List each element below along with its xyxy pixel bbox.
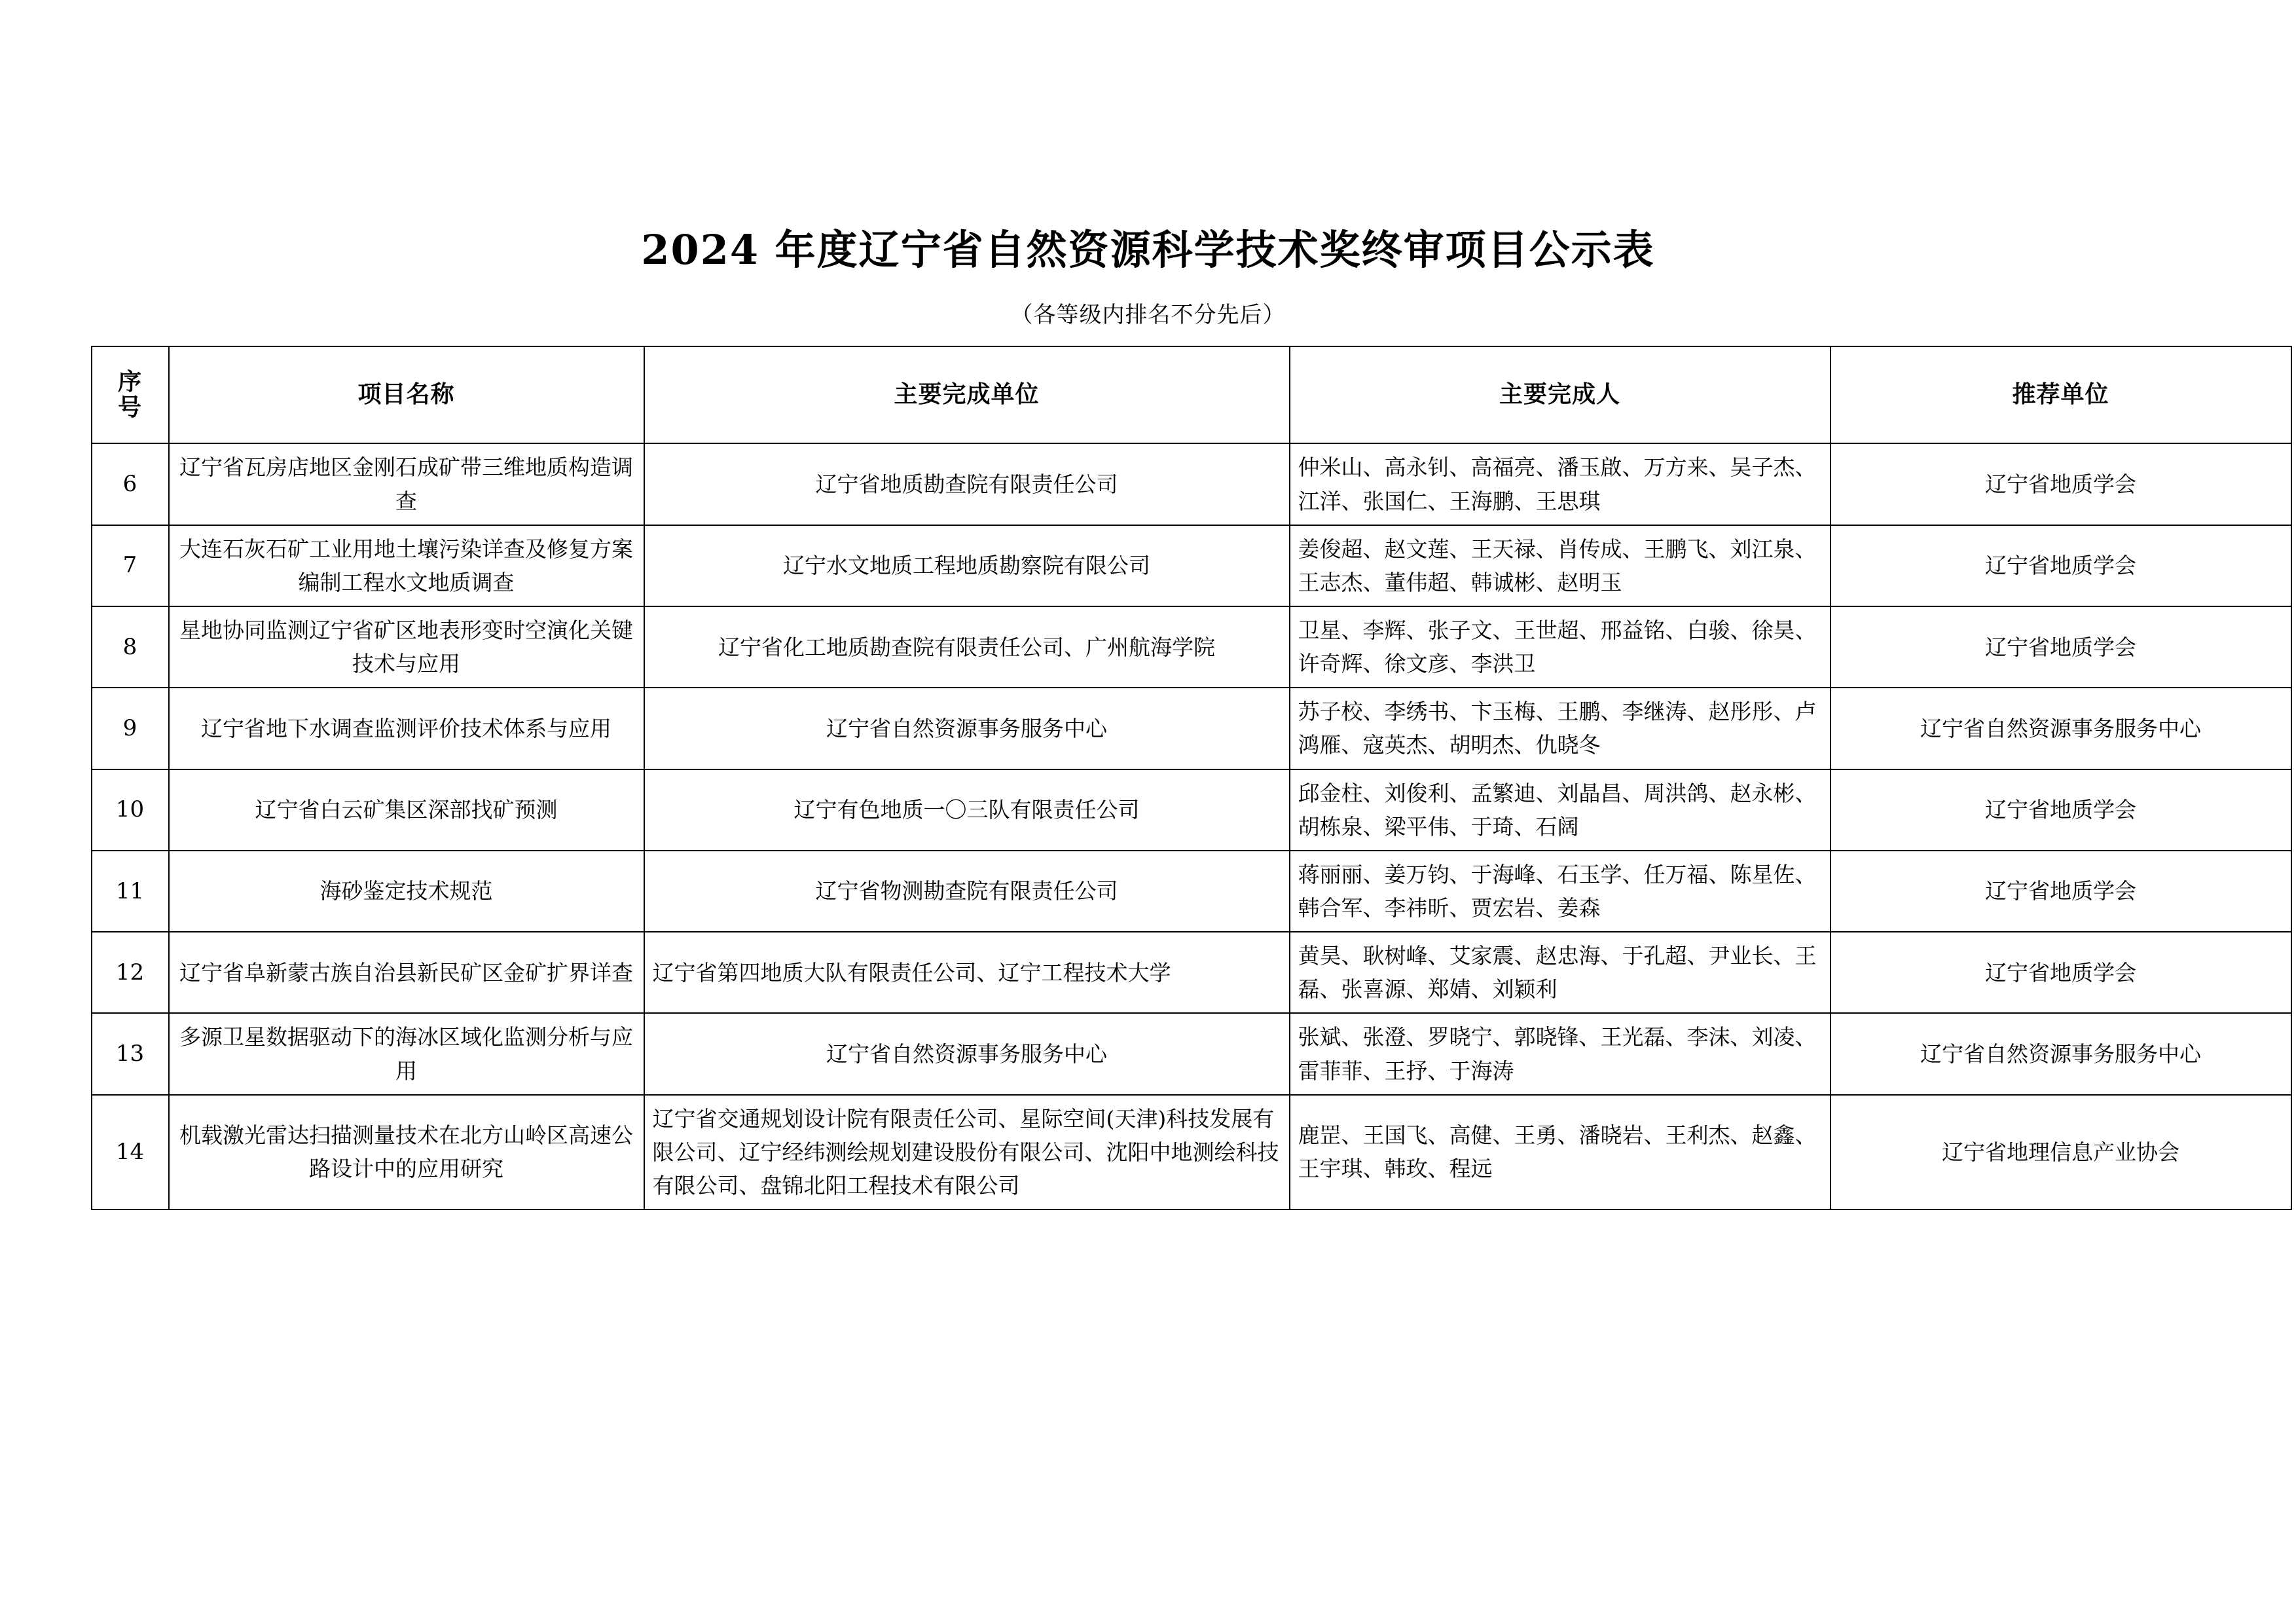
project-table-container [91, 346, 2206, 1210]
table-row [92, 688, 2291, 769]
cell-recommend-unit: 辽宁省地质学会 [1831, 851, 2291, 932]
page-subtitle: （各等级内排名不分先后） [1010, 302, 1286, 329]
cell-project-name: 海砂鉴定技术规范 [169, 851, 644, 932]
cell-sequence: 13 [92, 1013, 169, 1094]
cell-recommend-unit: 辽宁省地理信息产业协会 [1831, 1095, 2291, 1209]
cell-main-units: 辽宁省地质勘查院有限责任公司 [644, 443, 1290, 525]
project-table [91, 346, 2292, 1210]
cell-main-units: 辽宁省物测勘查院有限责任公司 [644, 851, 1290, 932]
cell-main-people: 张斌、张澄、罗晓宁、郭晓锋、王光磊、李沫、刘凌、雷菲菲、王抒、于海涛 [1290, 1013, 1831, 1094]
cell-project-name: 辽宁省阜新蒙古族自治县新民矿区金矿扩界详查 [169, 932, 644, 1013]
cell-recommend-unit: 辽宁省地质学会 [1831, 443, 2291, 525]
cell-main-units: 辽宁有色地质一〇三队有限责任公司 [644, 769, 1290, 851]
cell-main-units: 辽宁省第四地质大队有限责任公司、辽宁工程技术大学 [644, 932, 1290, 1013]
table-header-row [92, 346, 2291, 443]
cell-project-name: 机载激光雷达扫描测量技术在北方山岭区高速公路设计中的应用研究 [169, 1095, 644, 1209]
column-header-sequence-line1: 序 [117, 367, 142, 396]
column-header-main-people: 主要完成人 [1290, 346, 1831, 443]
cell-main-people: 邱金柱、刘俊利、孟繁迪、刘晶昌、周洪鸽、赵永彬、胡栋泉、梁平伟、于琦、石阔 [1290, 769, 1831, 851]
cell-recommend-unit: 辽宁省地质学会 [1831, 769, 2291, 851]
cell-recommend-unit: 辽宁省自然资源事务服务中心 [1831, 1013, 2291, 1094]
cell-main-units: 辽宁水文地质工程地质勘察院有限公司 [644, 525, 1290, 606]
table-row [92, 606, 2291, 688]
cell-sequence: 12 [92, 932, 169, 1013]
table-row [92, 769, 2291, 851]
cell-main-people: 黄昊、耿树峰、艾家震、赵忠海、于孔超、尹业长、王磊、张喜源、郑婧、刘颖利 [1290, 932, 1831, 1013]
column-header-sequence [92, 346, 169, 443]
cell-main-units: 辽宁省自然资源事务服务中心 [644, 688, 1290, 769]
cell-main-people: 仲米山、高永钊、高福亮、潘玉啟、万方来、吴子杰、江洋、张国仁、王海鹏、王思琪 [1290, 443, 1831, 525]
cell-main-people: 苏子校、李绣书、卞玉梅、王鹏、李继涛、赵彤彤、卢鸿雁、寇英杰、胡明杰、仇晓冬 [1290, 688, 1831, 769]
column-header-sequence-line2: 号 [117, 394, 142, 422]
table-row [92, 1095, 2291, 1209]
table-row [92, 851, 2291, 932]
cell-main-people: 鹿罡、王国飞、高健、王勇、潘晓岩、王利杰、赵鑫、王宇琪、韩玫、程远 [1290, 1095, 1831, 1209]
cell-project-name: 辽宁省地下水调查监测评价技术体系与应用 [169, 688, 644, 769]
cell-sequence: 7 [92, 525, 169, 606]
cell-project-name: 辽宁省白云矿集区深部找矿预测 [169, 769, 644, 851]
cell-main-people: 姜俊超、赵文莲、王天禄、肖传成、王鹏飞、刘江泉、王志杰、董伟超、韩诚彬、赵明玉 [1290, 525, 1831, 606]
cell-main-people: 卫星、李辉、张子文、王世超、邢益铭、白骏、徐昊、许奇辉、徐文彦、李洪卫 [1290, 606, 1831, 688]
cell-sequence: 6 [92, 443, 169, 525]
cell-main-units: 辽宁省自然资源事务服务中心 [644, 1013, 1290, 1094]
cell-project-name: 辽宁省瓦房店地区金刚石成矿带三维地质构造调查 [169, 443, 644, 525]
table-row [92, 443, 2291, 525]
cell-sequence: 9 [92, 688, 169, 769]
column-header-main-units: 主要完成单位 [644, 346, 1290, 443]
cell-sequence: 8 [92, 606, 169, 688]
table-row [92, 525, 2291, 606]
cell-sequence: 14 [92, 1095, 169, 1209]
cell-recommend-unit: 辽宁省自然资源事务服务中心 [1831, 688, 2291, 769]
table-row [92, 1013, 2291, 1094]
table-row [92, 932, 2291, 1013]
table-body [92, 443, 2291, 1209]
cell-project-name: 大连石灰石矿工业用地土壤污染详查及修复方案编制工程水文地质调查 [169, 525, 644, 606]
cell-main-units: 辽宁省化工地质勘查院有限责任公司、广州航海学院 [644, 606, 1290, 688]
column-header-recommend-unit: 推荐单位 [1831, 346, 2291, 443]
cell-project-name: 星地协同监测辽宁省矿区地表形变时空演化关键技术与应用 [169, 606, 644, 688]
page-title: 2024 年度辽宁省自然资源科学技术奖终审项目公示表 [641, 226, 1655, 274]
cell-project-name: 多源卫星数据驱动下的海冰区域化监测分析与应用 [169, 1013, 644, 1094]
column-header-project-name: 项目名称 [169, 346, 644, 443]
cell-main-units: 辽宁省交通规划设计院有限责任公司、星际空间(天津)科技发展有限公司、辽宁经纬测绘规划建设股份有限公司、沈阳中地测绘科技有限公司、盘锦北阳工程技术有限公司 [644, 1095, 1290, 1209]
cell-recommend-unit: 辽宁省地质学会 [1831, 525, 2291, 606]
cell-recommend-unit: 辽宁省地质学会 [1831, 932, 2291, 1013]
cell-sequence: 11 [92, 851, 169, 932]
cell-main-people: 蒋丽丽、姜万钧、于海峰、石玉学、任万福、陈星佐、韩合军、李祎昕、贾宏岩、姜森 [1290, 851, 1831, 932]
cell-recommend-unit: 辽宁省地质学会 [1831, 606, 2291, 688]
cell-sequence: 10 [92, 769, 169, 851]
table-header [92, 346, 2291, 443]
